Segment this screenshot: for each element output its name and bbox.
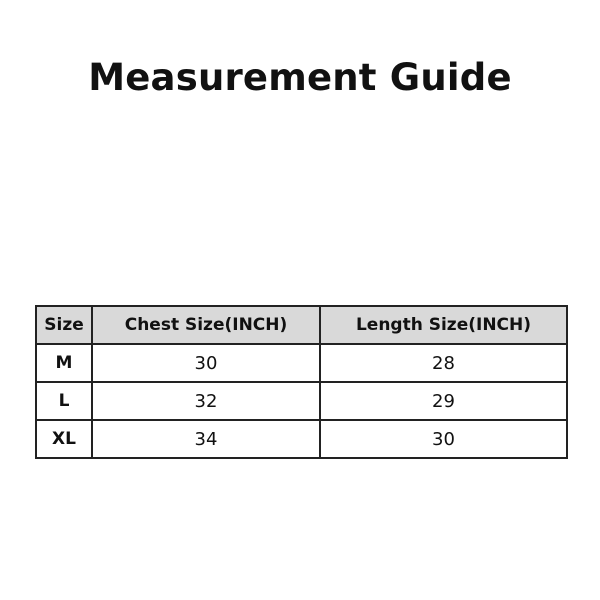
chest-cell: 32 [92,382,320,420]
measurement-table [35,305,568,459]
table-row [36,344,567,382]
size-cell: L [36,382,92,420]
length-cell: 28 [320,344,567,382]
page-title: Measurement Guide [88,56,512,99]
table-header-row [36,306,567,344]
chest-cell: 34 [92,420,320,458]
size-cell: XL [36,420,92,458]
header-size: Size [36,306,92,344]
table-row [36,382,567,420]
table-row [36,420,567,458]
length-cell: 29 [320,382,567,420]
header-chest-size: Chest Size(INCH) [92,306,320,344]
chest-cell: 30 [92,344,320,382]
header-length-size: Length Size(INCH) [320,306,567,344]
length-cell: 30 [320,420,567,458]
size-cell: M [36,344,92,382]
